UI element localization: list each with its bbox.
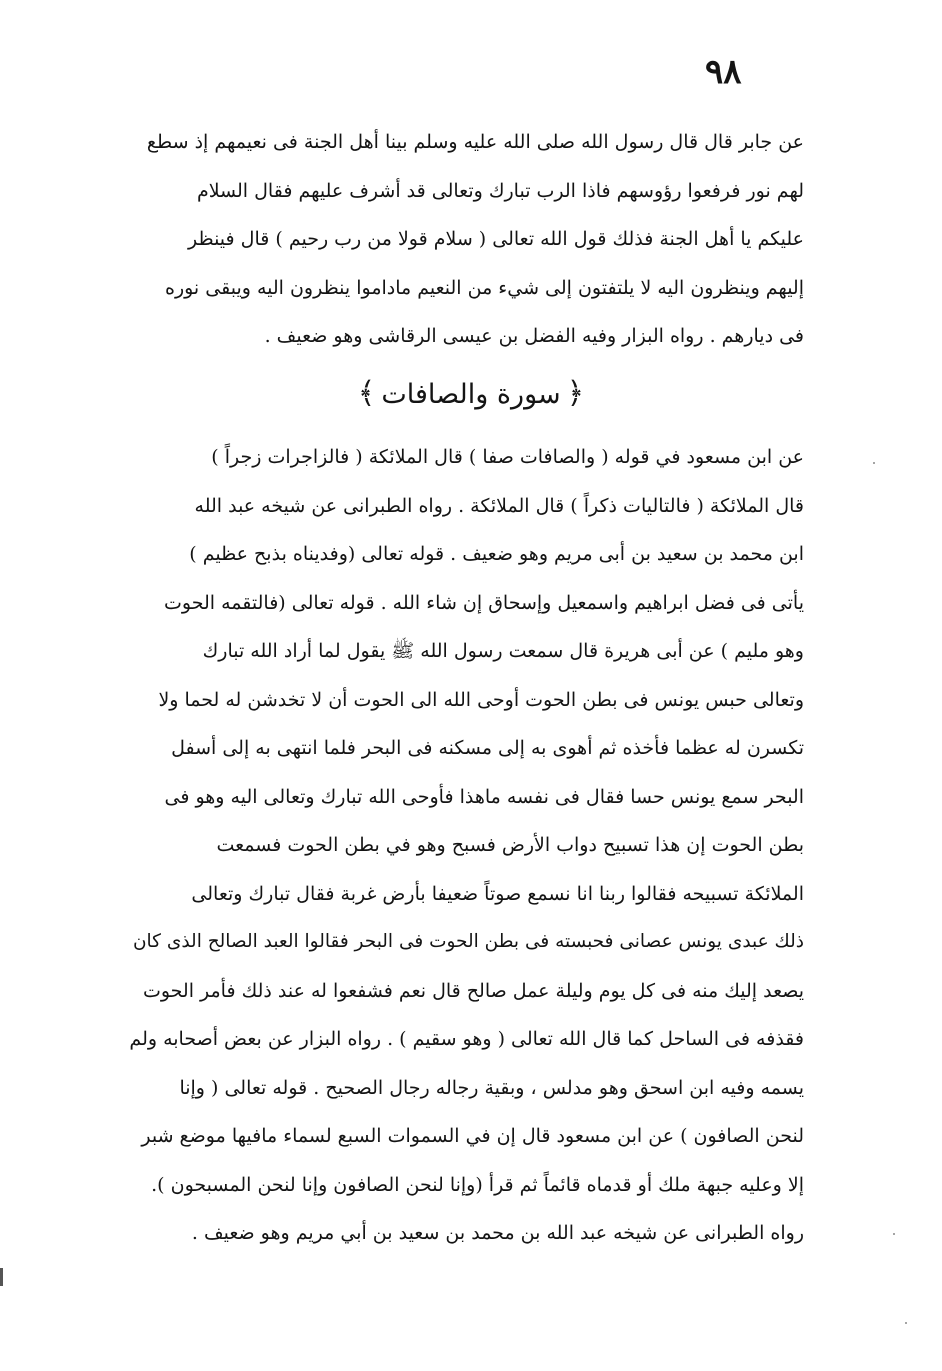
text-line: عن جابر قال قال رسول الله صلى الله عليه وسلم بينا أهل الجنة فى نعيمهم إذ سطع [146, 131, 804, 153]
text-line: ابن محمد بن سعيد بن أبى مريم وهو ضعيف . قوله تعالى (وفديناه بذبح عظيم ) [189, 543, 804, 565]
scan-speck [873, 462, 875, 464]
text-line: فى ديارهم . رواه البزار وفيه الفضل بن عيسى الرقاشى وهو ضعيف . [264, 325, 804, 347]
text-line: وهو مليم ) عن أبى هريرة قال سمعت رسول الله ﷺ يقول لما أراد الله تبارك [202, 640, 804, 662]
scan-speck [893, 1233, 895, 1235]
text-line: الملائكة تسبيحه فقالوا ربنا انا نسمع صوتاً ضعيفا بأرض غربة فقال تبارك وتعالى [191, 882, 804, 905]
hadith-paragraph-jabir [124, 118, 804, 361]
text-line: فقذفه فى الساحل كما قال الله تعالى ( وهو سقيم ) . رواه البزار عن بعض أصحابه ولم [129, 1028, 804, 1050]
heading-open-bracket: ﴿ [566, 376, 585, 411]
text-line: قال الملائكة ( فالتاليات ذكراً ) قال الملائكة . رواه الطبرانى عن شيخه عبد الله [194, 494, 804, 517]
text-line: يصعد إليك منه فى كل يوم وليلة عمل صالح قال نعم فشفعوا له عند ذلك فأمر الحوت [142, 979, 804, 1002]
text-line: عليكم يا أهل الجنة فذلك قول الله تعالى ( سلام قولا من رب رحيم ) قال فينظر [188, 228, 804, 250]
text-line: عن ابن مسعود في قوله ( والصافات صفا ) قال الملائكة ( فالزاجرات زجراً ) [211, 446, 804, 468]
text-line: تكسرن له عظما فأخذه ثم أهوى به إلى مسكنه فى البحر فلما انتهى به إلى أسفل [171, 737, 804, 759]
text-line: يسمه وفيه ابن اسحق وهو مدلس ، وبقية رجاله رجال الصحيح . قوله تعالى ( وإنا [179, 1076, 804, 1099]
tafsir-paragraph-saffat [124, 433, 804, 1258]
surah-title: سورة والصافات [381, 379, 561, 410]
text-line: لنحن الصافون ) عن ابن مسعود قال إن في السموات السبع لسماء مافيها موضع شبر [141, 1125, 804, 1147]
text-line: لهم نور فرفعوا رؤوسهم فاذا الرب تبارك وتعالى قد أشرف عليهم فقال السلام [196, 179, 804, 202]
page-number: ٩٨ [705, 52, 742, 92]
text-line: رواه الطبرانى عن شيخه عبد الله بن محمد بن سعيد بن أبي مريم وهو ضعيف . [191, 1222, 804, 1244]
text-line: إلا وعليه جبهة ملك أو قدماه قائماً ثم قرأ (وإنا لنحن الصافون وإنا لنحن المسبحون ). [151, 1173, 804, 1196]
heading-close-bracket: ﴾ [357, 376, 376, 411]
text-line: يأتى فى فضل ابراهيم واسمعيل وإسحاق إن شاء الله . قوله تعالى (فالتقمه الحوت [164, 591, 804, 614]
text-line: البحر سمع يونس حسا فقال فى نفسه ماهذا فأوحى الله تبارك وتعالى اليه وهو فى [164, 785, 804, 808]
surah-heading [0, 372, 942, 417]
text-line: بطن الحوت إن هذا تسبيح دواب الأرض فسبح وهو في بطن الحوت فسمعت [216, 834, 804, 856]
text-line: إليهم وينظرون اليه لا يلتفتون إلى شيء من النعيم ماداموا ينظرون اليه ويبقى نوره [164, 276, 804, 299]
text-line: وتعالى حبس يونس فى بطن الحوت أوحى الله الى الحوت أن لا تخدشن له لحما ولا [158, 688, 804, 711]
text-line: ذلك عبدى يونس عصانى فحبسته فى بطن الحوت فى البحر فقالوا العبد الصالح الذى كان [132, 931, 804, 952]
scan-edge-mark [0, 1268, 3, 1286]
scan-speck [905, 1322, 907, 1324]
